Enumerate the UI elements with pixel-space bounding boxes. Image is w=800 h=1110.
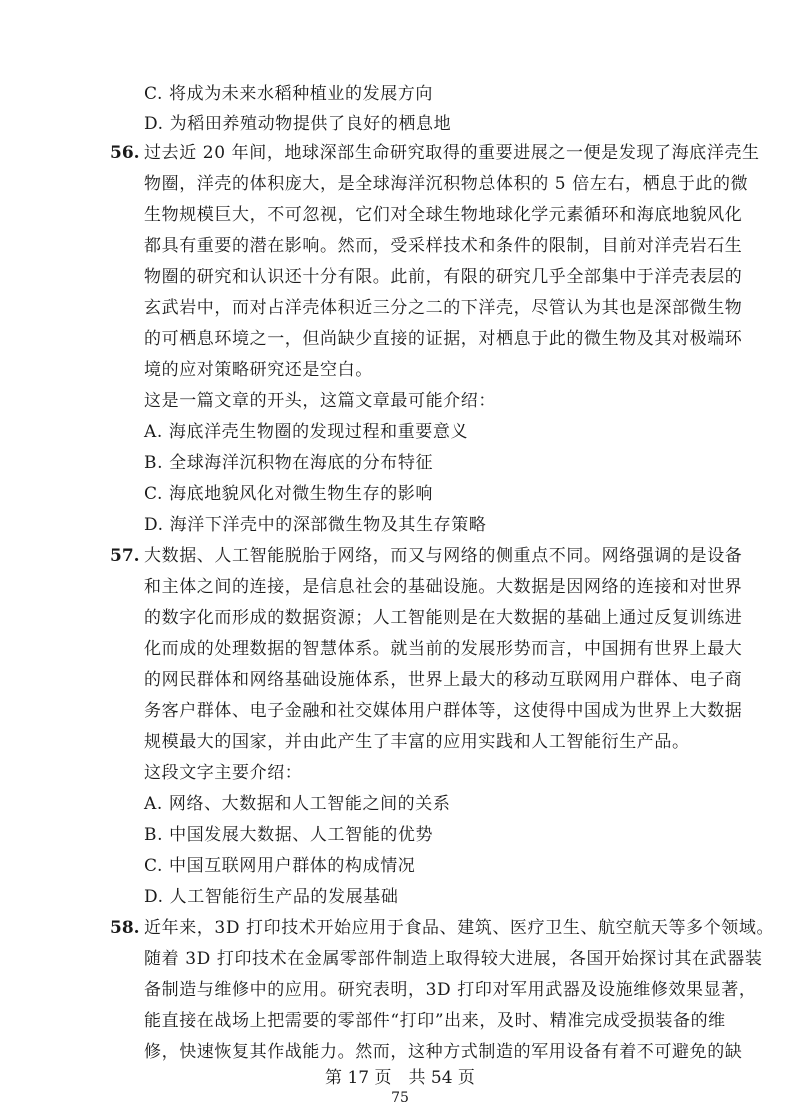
q56-passage-line: 境的应对策略研究还是空白。 xyxy=(144,360,373,380)
q57-passage-line: 大数据、人工智能脱胎于网络，而又与网络的侧重点不同。网络强调的是设备 xyxy=(144,546,743,566)
q56-passage-line: 的可栖息环境之一，但尚缺少直接的证据，对栖息于此的微生物及其对极端环 xyxy=(144,329,743,349)
q57-option-d: D. 人工智能衍生产品的发展基础 xyxy=(144,887,399,907)
q56-passage-line: 物圈的研究和认识还十分有限。此前，有限的研究几乎全部集中于洋壳表层的 xyxy=(144,267,743,287)
q57-option-a: A. 网络、大数据和人工智能之间的关系 xyxy=(144,794,451,814)
q57-passage-line: 务客户群体、电子金融和社交媒体用户群体等，这使得中国成为世界上大数据 xyxy=(144,701,743,721)
page-footer-label: 第 17 页 共 54 页 xyxy=(325,1068,475,1088)
question-56-number: 56. xyxy=(110,143,140,163)
question-57-number: 57. xyxy=(110,546,140,566)
q58-passage-line: 近年来，3D 打印技术开始应用于食品、建筑、医疗卫生、航空航天等多个领域。 xyxy=(144,918,775,938)
q57-passage-line: 和主体之间的连接，是信息社会的基础设施。大数据是因网络的连接和对世界 xyxy=(144,577,743,597)
q58-passage-line: 备制造与维修中的应用。研究表明，3D 打印对军用武器及设施维修效果显著， xyxy=(144,980,757,1000)
page-number: 75 xyxy=(391,1090,409,1106)
q57-passage-line: 的数字化而形成的数据资源；人工智能则是在大数据的基础上通过反复训练进 xyxy=(144,608,743,628)
q58-passage-line: 能直接在战场上把需要的零部件“打印”出来，及时、精准完成受损装备的维 xyxy=(144,1011,726,1031)
q56-passage-line: 玄武岩中，而对占洋壳体积近三分之二的下洋壳，尽管认为其也是深部微生物 xyxy=(144,298,743,318)
q57-question-stem: 这段文字主要介绍： xyxy=(144,763,303,783)
q57-passage-line: 化而成的处理数据的智慧体系。就当前的发展形势而言，中国拥有世界上最大 xyxy=(144,639,743,659)
q57-passage-line: 规模最大的国家，并由此产生了丰富的应用实践和人工智能衍生产品。 xyxy=(144,732,690,752)
q57-passage-line: 的网民群体和网络基础设施体系，世界上最大的移动互联网用户群体、电子商 xyxy=(144,670,743,690)
option-d-previous: D. 为稻田养殖动物提供了良好的栖息地 xyxy=(144,114,452,134)
q56-option-a: A. 海底洋壳生物圈的发现过程和重要意义 xyxy=(144,422,469,442)
q58-passage-line: 随着 3D 打印技术在金属零部件制造上取得较大进展，各国开始探讨其在武器装 xyxy=(144,949,763,969)
q57-option-b: B. 中国发展大数据、人工智能的优势 xyxy=(144,825,434,845)
q57-option-c: C. 中国互联网用户群体的构成情况 xyxy=(144,856,416,876)
q56-option-b: B. 全球海洋沉积物在海底的分布特征 xyxy=(144,453,434,473)
q56-option-c: C. 海底地貌风化对微生物生存的影响 xyxy=(144,484,434,504)
question-58-number: 58. xyxy=(110,918,140,938)
q56-passage-line: 都具有重要的潜在影响。然而，受采样技术和条件的限制，目前对洋壳岩石生 xyxy=(144,236,743,256)
q56-question-stem: 这是一篇文章的开头，这篇文章最可能介绍： xyxy=(144,391,496,411)
q58-passage-line: 修，快速恢复其作战能力。然而，这种方式制造的军用设备有着不可避免的缺 xyxy=(144,1042,743,1062)
q56-passage-line: 过去近 20 年间，地球深部生命研究取得的重要进展之一便是发现了海底洋壳生 xyxy=(144,143,760,163)
q56-passage-line: 生物规模巨大，不可忽视，它们对全球生物地球化学元素循环和海底地貌风化 xyxy=(144,205,743,225)
q56-option-d: D. 海洋下洋壳中的深部微生物及其生存策略 xyxy=(144,515,487,535)
q56-passage-line: 物圈，洋壳的体积庞大，是全球海洋沉积物总体积的 5 倍左右，栖息于此的微 xyxy=(144,174,749,194)
option-c-previous: C. 将成为未来水稻种植业的发展方向 xyxy=(144,84,434,104)
